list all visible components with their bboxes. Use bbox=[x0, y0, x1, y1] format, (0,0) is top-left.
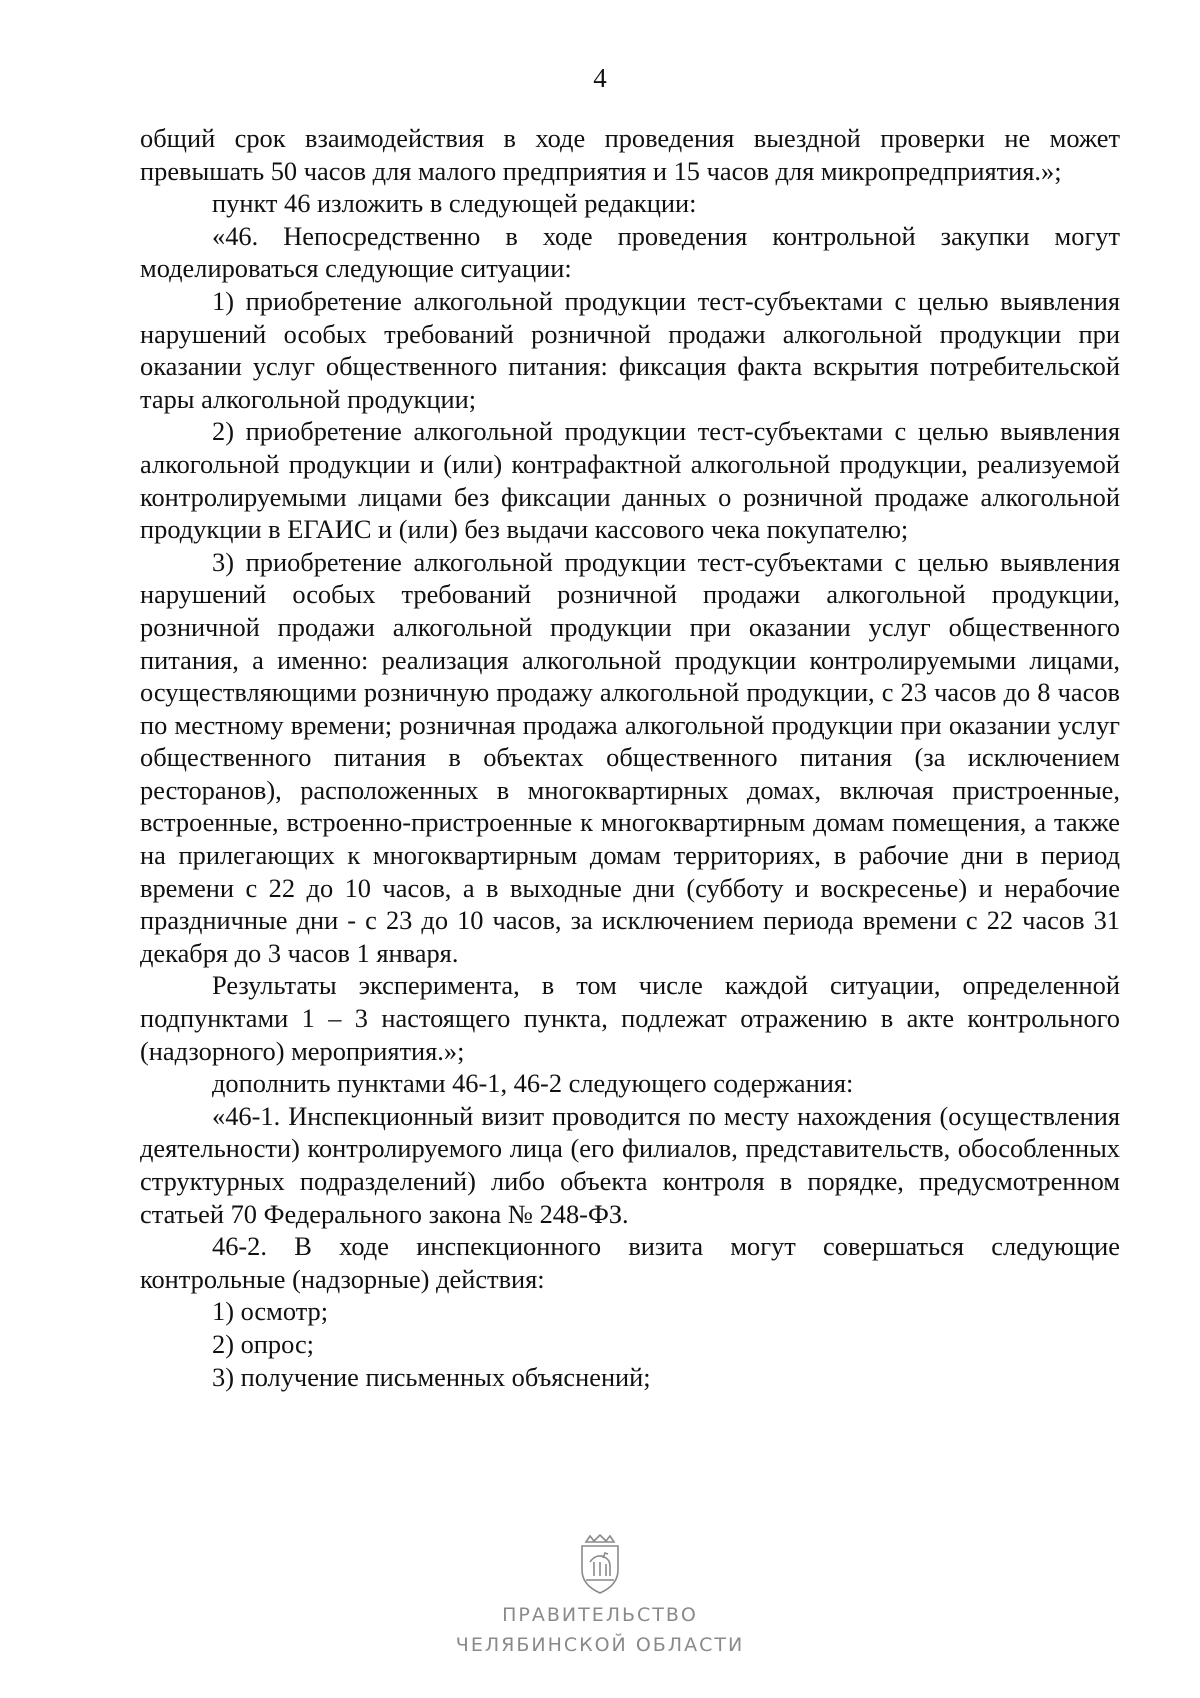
paragraph-46-2: 46-2. В ходе инспекционного визита могут совершаться следующие контрольные (надзорные) действия: bbox=[140, 1231, 1120, 1294]
paragraph-continuation: общий срок взаимодействия в ходе проведения выездной проверки не может превышать 50 часов для малого предприятия и 15 часов для микропредприятия.»; bbox=[140, 123, 1120, 186]
paragraph-results: Результаты эксперимента, в том числе каждой ситуации, определенной подпунктами 1 – 3 настоящего пункта, подлежат отражению в акте контрольного (надзорного) мероприятия.»; bbox=[140, 970, 1120, 1066]
issuer-name-line-2: ЧЕЛЯБИНСКОЙ ОБЛАСТИ bbox=[455, 1634, 745, 1656]
paragraph-item-46-intro: пункт 46 изложить в следующей редакции: bbox=[212, 188, 697, 219]
paragraph-46-2-item-1: 1) осмотр; bbox=[212, 1296, 329, 1327]
paragraph-46-1: «46-1. Инспекционный визит проводится по месту нахождения (осуществления деятельности) контролируемого лица (его филиалов, представительств, обособленных структурных подразделений) либо объекта контроля в порядке, предусмотренном статьей 70 Федерального закона № 248-ФЗ. bbox=[140, 1100, 1120, 1229]
issuer-footer bbox=[0, 1532, 1200, 1656]
paragraph-46-subitem-1: 1) приобретение алкогольной продукции тест-субъектами с целью выявления нарушений особых требований розничной продажи алкогольной продукции при оказании услуг общественного питания: фиксация факта вскрытия потребительской тары алкогольной продукции; bbox=[140, 285, 1120, 414]
issuer-name-line-1: ПРАВИТЕЛЬСТВО bbox=[502, 1604, 698, 1626]
paragraph-46-subitem-2: 2) приобретение алкогольной продукции тест-субъектами с целью выявления алкогольной продукции и (или) контрафактной алкогольной продукции, реализуемой контролируемыми лицами без фиксации данных о розничной продаже алкогольной продукции в ЕГАИС и (или) без выдачи кассового чека покупателю; bbox=[140, 416, 1120, 545]
paragraph-46-2-item-3: 3) получение письменных объяснений; bbox=[212, 1361, 651, 1392]
paragraph-46: «46. Непосредственно в ходе проведения контрольной закупки могут моделироваться следующие ситуации: bbox=[140, 220, 1120, 284]
paragraph-46-subitem-3: 3) приобретение алкогольной продукции тест-субъектами с целью выявления нарушений особых требований розничной продажи алкогольной продукции, розничной продажи алкогольной продукции при оказании услуг общественного питания, а именно: реализация алкогольной продукции контролируемыми лицами, осуществляющими розничную продажу алкогольной продукции, с 23 часов до 8 часов по местному времени; розничная продажа алкогольной продукции при оказании услуг общественного питания в объектах общественного питания (за исключением ресторанов), расположенных в многоквартирных домах, включая пристроенные, встроенные, встроенно-пристроенные к многоквартирным домам помещения, а также на прилегающих к многоквартирным домам территориях, в рабочие дни в период времени с 22 до 10 часов, а в выходные дни (субботу и воскресенье) и нерабочие праздничные дни - с 23 до 10 часов, за исключением периода времени с 22 часов 31 декабря до 3 часов 1 января. bbox=[140, 546, 1120, 968]
paragraph-46-2-item-2: 2) опрос; bbox=[212, 1328, 314, 1359]
page-number: 4 bbox=[593, 63, 607, 93]
document-body bbox=[140, 122, 1120, 1393]
chelyabinsk-coat-of-arms-icon bbox=[572, 1532, 628, 1596]
paragraph-add-items-intro: дополнить пунктами 46-1, 46-2 следующего содержания: bbox=[212, 1068, 854, 1099]
